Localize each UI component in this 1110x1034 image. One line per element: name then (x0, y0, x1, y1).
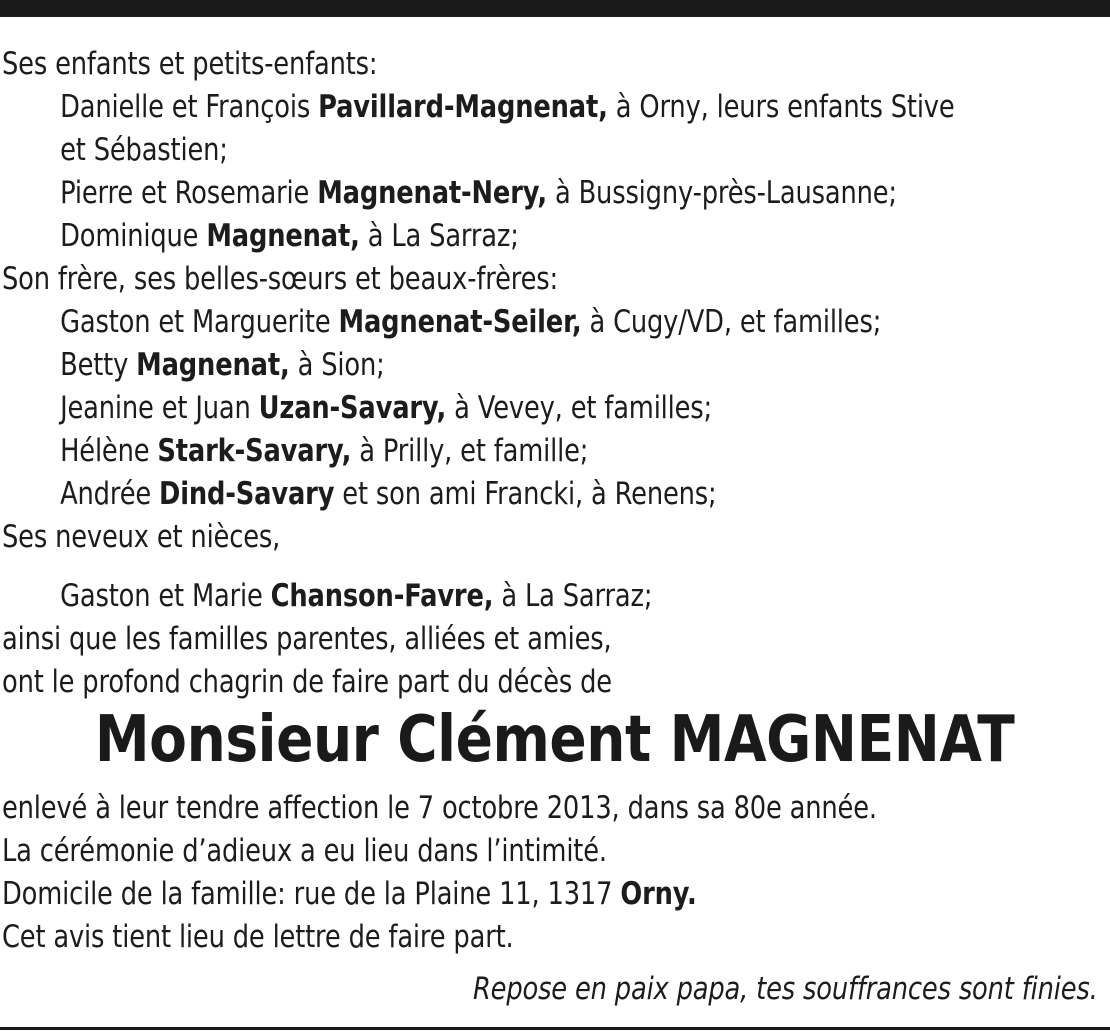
details-block (2, 787, 1106, 959)
siblings-heading: Son frère, ses belles-sœurs et beaux-frères: (2, 261, 559, 297)
spacer (2, 559, 1106, 575)
announce-line: ont le profond chagrin de faire part du décès de (2, 664, 612, 700)
top-border-bar (0, 0, 1110, 17)
domicile-line: Domicile de la famille: rue de la Plaine 11, 1317 Orny. (2, 876, 697, 912)
family-entry: Gaston et Marguerite Magnenat-Seiler, à Cugy/VD, et familles; (60, 304, 882, 340)
family-entry: Betty Magnenat, à Sion; (60, 347, 385, 383)
family-entry: Jeanine et Juan Uzan-Savary, à Vevey, et familles; (60, 390, 713, 426)
nephews-heading: Ses neveux et nièces, (2, 519, 281, 555)
family-entry: Pierre et Rosemarie Magnenat-Nery, à Bussigny-près-Lausanne; (60, 175, 897, 211)
children-heading: Ses enfants et petits-enfants: (2, 46, 378, 82)
family-entry: Hélène Stark-Savary, à Prilly, et famille; (60, 433, 589, 469)
notice-line: Cet avis tient lieu de lettre de faire part. (2, 919, 514, 955)
closing-quote: Repose en paix papa, tes souffrances sont finies. (473, 971, 1098, 1007)
family-entry: Danielle et François Pavillard-Magnenat, à Orny, leurs enfants Stive (60, 89, 955, 125)
deceased-name: Monsieur Clément MAGNENAT (95, 703, 1015, 777)
family-entry: Dominique Magnenat, à La Sarraz; (60, 218, 519, 254)
family-entry: Gaston et Marie Chanson-Favre, à La Sarraz; (60, 578, 653, 614)
bottom-border-rule (0, 1027, 1110, 1030)
ceremony-line: La cérémonie d’adieux a eu lieu dans l’intimité. (2, 833, 607, 869)
family-list (2, 43, 1106, 704)
family-entry: et Sébastien; (60, 132, 228, 168)
passing-line: enlevé à leur tendre affection le 7 octobre 2013, dans sa 80e année. (2, 790, 877, 826)
family-entry: Andrée Dind-Savary et son ami Francki, à Renens; (60, 476, 717, 512)
families-line: ainsi que les familles parentes, alliées et amies, (2, 621, 612, 657)
